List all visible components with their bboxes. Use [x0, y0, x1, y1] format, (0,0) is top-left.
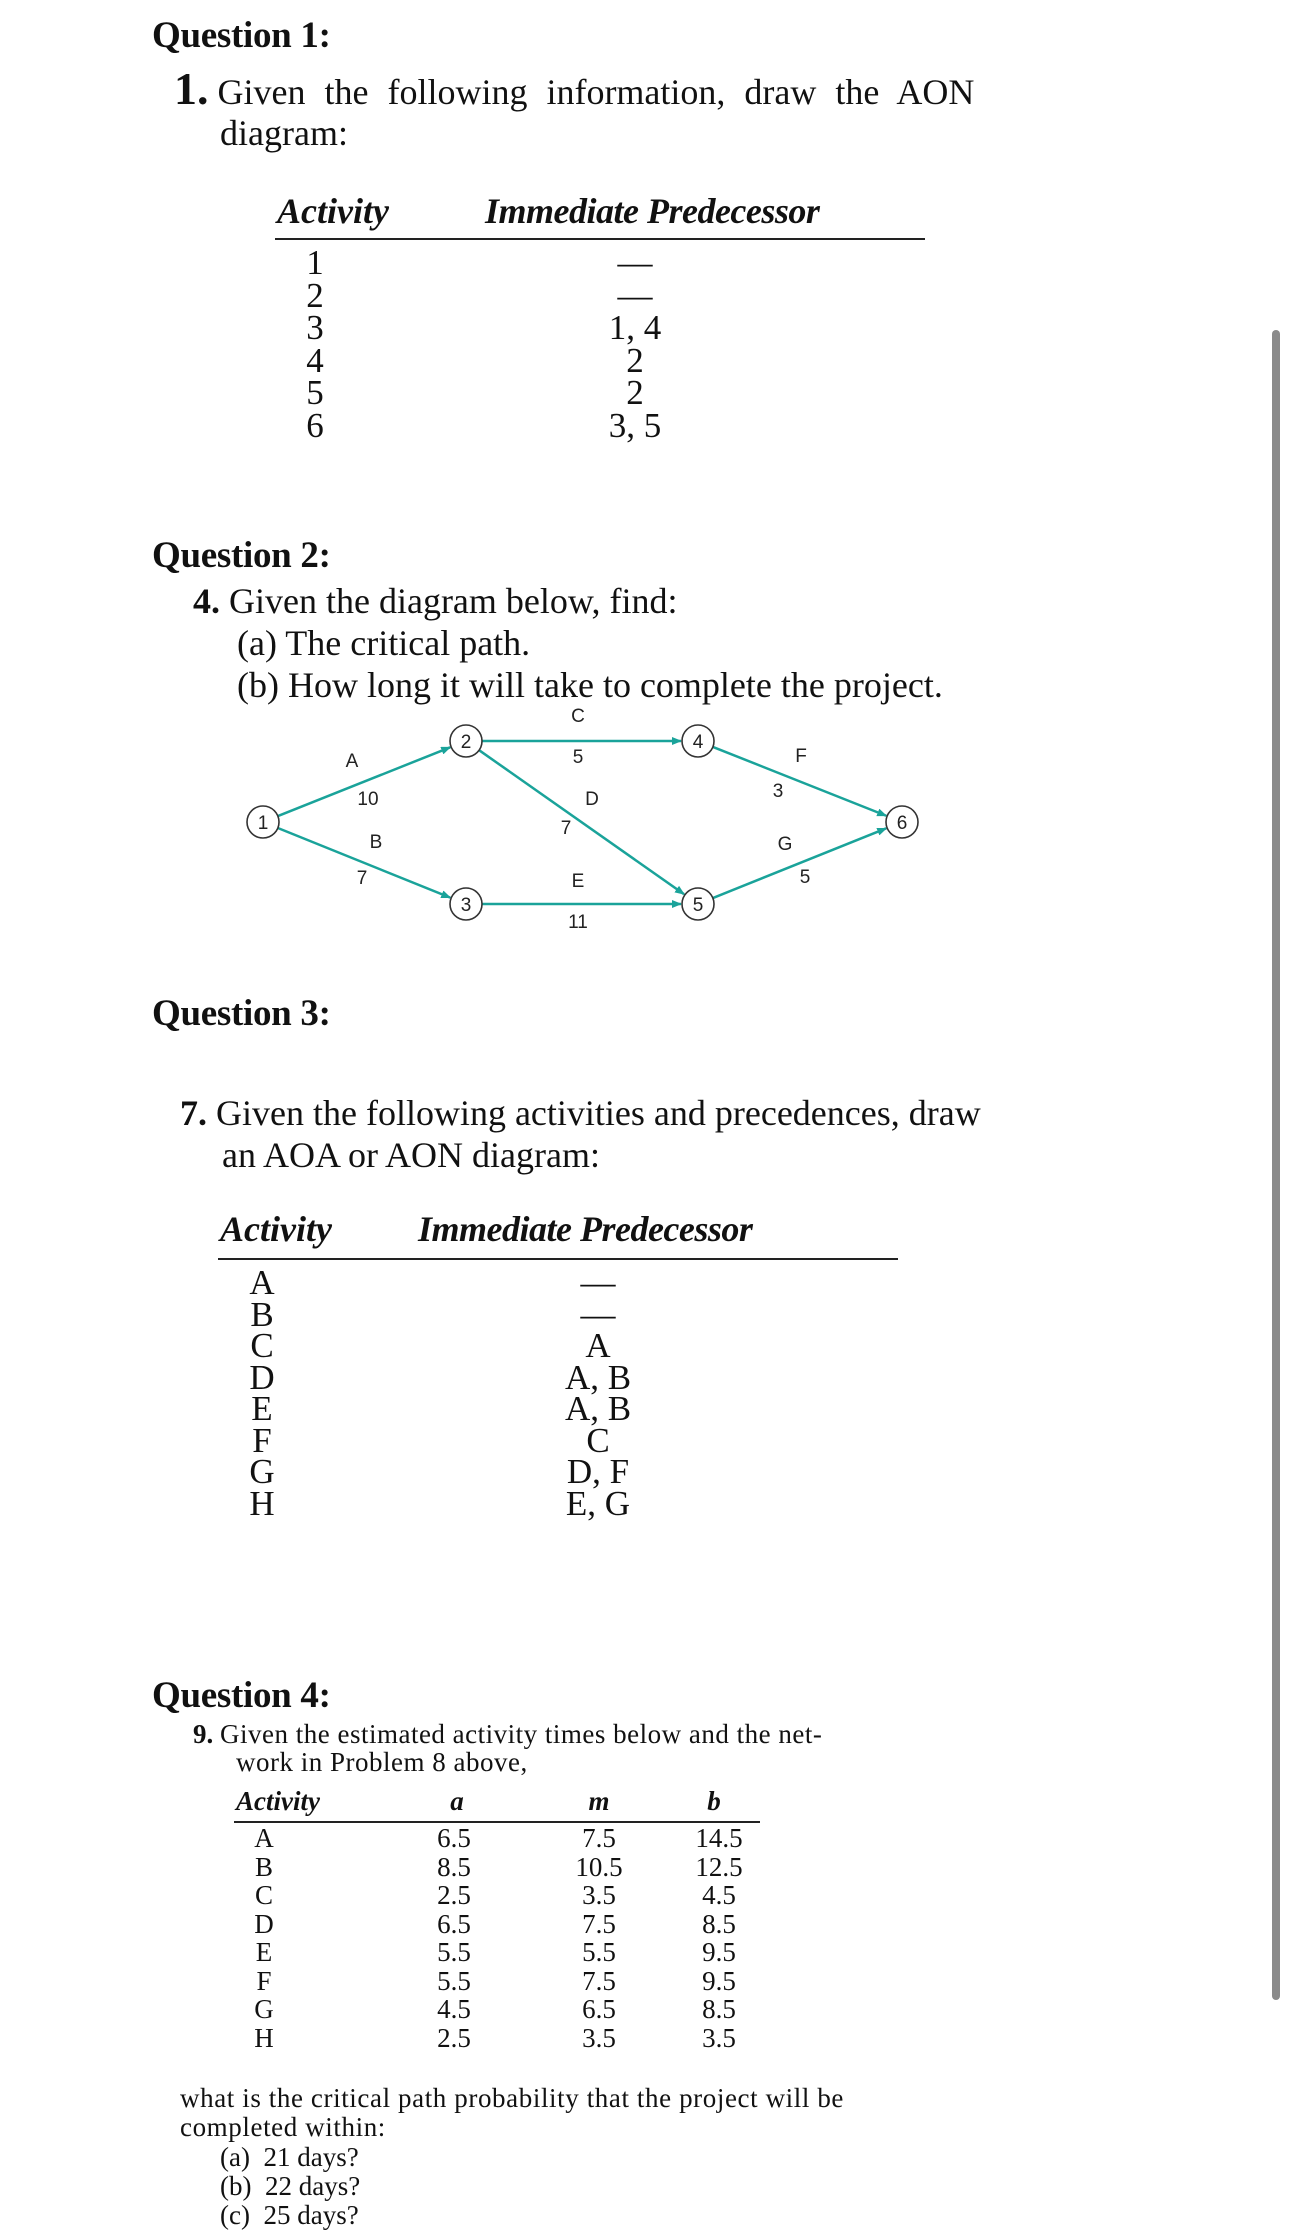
q3-table	[218, 1208, 898, 1628]
q4-col-b-header: b	[707, 1786, 721, 1816]
q3-pred-cell: C	[586, 1420, 610, 1460]
q3-activity-cell: A	[249, 1263, 275, 1302]
q2-heading: Question 2:	[152, 535, 331, 576]
edge-E-label: E	[571, 871, 585, 892]
q4-m-cell: 5.5	[582, 1937, 616, 1967]
q4-heading: Question 4:	[152, 1675, 331, 1716]
q3-text-line1: Given the following activities and precedences, draw	[216, 1093, 981, 1133]
q1-heading: Question 1:	[152, 15, 331, 56]
q1-text-line2: diagram:	[220, 113, 348, 153]
node-1-label: 1	[257, 813, 269, 834]
q3-activity-cell: C	[250, 1326, 274, 1365]
q1-activity-cell: 6	[306, 405, 324, 445]
q4-b-cell: 8.5	[702, 1908, 736, 1939]
q3-activity-cell: D	[249, 1357, 275, 1397]
q4-a-cell: 2.5	[437, 1880, 471, 1910]
q4-m-cell: 6.5	[582, 1994, 616, 2024]
q3-activity-cell: H	[249, 1483, 275, 1523]
q3-pred-cell: —	[580, 1294, 616, 1334]
q3-pred-cell: E, G	[565, 1483, 631, 1523]
q4-a-cell: 6.5	[437, 1908, 471, 1939]
q3-text	[180, 1092, 981, 1134]
q4-after-line1: what is the critical path probability that the project will be	[180, 2083, 845, 2113]
q4-table	[234, 1786, 760, 2066]
q2-number: 4.	[193, 581, 220, 621]
q4-a-cell: 5.5	[437, 1965, 471, 1996]
q4-table-rule	[234, 1821, 760, 1823]
edge-C-label: C	[571, 706, 585, 727]
q4-b-cell: 9.5	[702, 1965, 736, 1996]
q4-activity-cell: F	[256, 1965, 272, 1996]
q4-option-c: (c) 25 days?	[220, 2200, 359, 2230]
q4-activity-cell: A	[254, 1823, 274, 1853]
scrollbar-thumb[interactable]	[1272, 330, 1280, 2000]
q4-number: 9.	[193, 1719, 214, 1749]
q1-pred-cell: 3, 5	[608, 405, 662, 445]
q3-pred-cell: A, B	[564, 1357, 632, 1397]
q1-col-pred-header: Immediate Predecessor	[485, 191, 820, 231]
q4-m-cell: 10.5	[575, 1851, 623, 1882]
q1-activity-cell: 3	[306, 308, 324, 347]
edge-C-time: 5	[572, 747, 584, 768]
edge-G-label: G	[777, 834, 793, 855]
q4-b-cell: 9.5	[702, 1937, 736, 1967]
edge-A-time: 10	[357, 789, 379, 810]
q3-col-activity-header: Activity	[220, 1209, 332, 1249]
q4-m-cell: 3.5	[582, 1880, 616, 1910]
q4-activity-cell: C	[254, 1880, 273, 1910]
q4-text-line2: work in Problem 8 above,	[236, 1747, 528, 1777]
q1-number: 1.	[174, 63, 209, 114]
q3-activity-cell: G	[249, 1452, 275, 1491]
q4-activity-cell: G	[254, 1994, 274, 2024]
q1-pred-cell: 2	[626, 373, 644, 412]
q4-activity-cell: E	[255, 1937, 273, 1967]
q3-heading: Question 3:	[152, 993, 331, 1034]
edge-E-time: 11	[568, 912, 588, 933]
q3-col-pred-header: Immediate Predecessor	[418, 1209, 753, 1249]
q4-activity-cell: D	[254, 1908, 274, 1939]
q1-activity-cell: 2	[306, 275, 324, 315]
edge-D-time: 7	[560, 818, 572, 839]
q2-part-a: (a) The critical path.	[237, 623, 531, 663]
q1-pred-cell: —	[617, 243, 653, 282]
node-6-label: 6	[896, 813, 908, 834]
q1-activity-cell: 5	[306, 373, 324, 412]
node-5-label: 5	[692, 895, 704, 916]
edge-F-label: F	[795, 746, 807, 767]
q4-m-cell: 3.5	[582, 2022, 616, 2053]
q4-option-a: (a) 21 days?	[220, 2142, 359, 2172]
q4-after-line2: completed within:	[180, 2112, 386, 2142]
q3-table-rule	[218, 1258, 898, 1260]
q1-text-line1: Given the following information, draw the AON	[217, 72, 975, 112]
q4-a-cell: 6.5	[437, 1823, 471, 1853]
q4-text-line1: Given the estimated activity times below and the net-	[220, 1719, 823, 1749]
q3-pred-cell: —	[580, 1263, 616, 1302]
edge-G-time: 5	[799, 867, 811, 888]
edge-D-label: D	[585, 789, 599, 810]
q3-text-line2: an AOA or AON diagram:	[222, 1135, 600, 1175]
q4-activity-cell: H	[254, 2022, 274, 2053]
node-3-label: 3	[460, 895, 472, 916]
q4-a-cell: 8.5	[437, 1851, 471, 1882]
edge-A-label: A	[345, 751, 359, 772]
q4-col-a-header: a	[450, 1786, 464, 1816]
q4-option-b: (b) 22 days?	[220, 2171, 361, 2201]
q3-pred-cell: A	[585, 1326, 611, 1365]
q4-b-cell: 12.5	[695, 1851, 743, 1882]
q4-a-cell: 5.5	[437, 1937, 471, 1967]
node-4-label: 4	[692, 732, 704, 753]
q1-pred-cell: —	[617, 275, 653, 315]
q4-activity-cell: B	[254, 1851, 273, 1882]
q1-pred-cell: 1, 4	[608, 308, 662, 347]
q1-pred-cell: 2	[626, 340, 644, 380]
q1-activity-cell: 4	[306, 340, 324, 380]
q1-activity-cell: 1	[306, 243, 324, 282]
q4-b-cell: 14.5	[695, 1823, 743, 1853]
q4-col-m-header: m	[588, 1786, 610, 1816]
q1-col-activity-header: Activity	[277, 191, 389, 231]
q4-a-cell: 4.5	[437, 1994, 471, 2024]
q3-activity-cell: F	[252, 1420, 272, 1460]
q4-m-cell: 7.5	[582, 1908, 616, 1939]
q2-text-main: Given the diagram below, find:	[229, 581, 678, 621]
q3-number: 7.	[180, 1093, 207, 1133]
node-2-label: 2	[460, 732, 472, 753]
q3-activity-cell: B	[250, 1294, 274, 1334]
edge-B-label: B	[369, 832, 383, 853]
q4-b-cell: 4.5	[702, 1880, 736, 1910]
q3-activity-cell: E	[251, 1389, 273, 1428]
edge-B-time: 7	[356, 868, 368, 889]
q4-a-cell: 2.5	[437, 2022, 471, 2053]
q4-text	[193, 1720, 822, 1749]
edge-F-time: 3	[772, 781, 784, 802]
q4-b-cell: 3.5	[702, 2022, 736, 2053]
q4-m-cell: 7.5	[582, 1823, 616, 1853]
q3-pred-cell: D, F	[566, 1452, 630, 1491]
q4-col-activity-header: Activity	[236, 1786, 320, 1816]
q4-b-cell: 8.5	[702, 1994, 736, 2024]
q3-pred-cell: A, B	[564, 1389, 632, 1428]
q4-m-cell: 7.5	[582, 1965, 616, 1996]
q2-part-b: (b) How long it will take to complete the project.	[237, 665, 943, 705]
